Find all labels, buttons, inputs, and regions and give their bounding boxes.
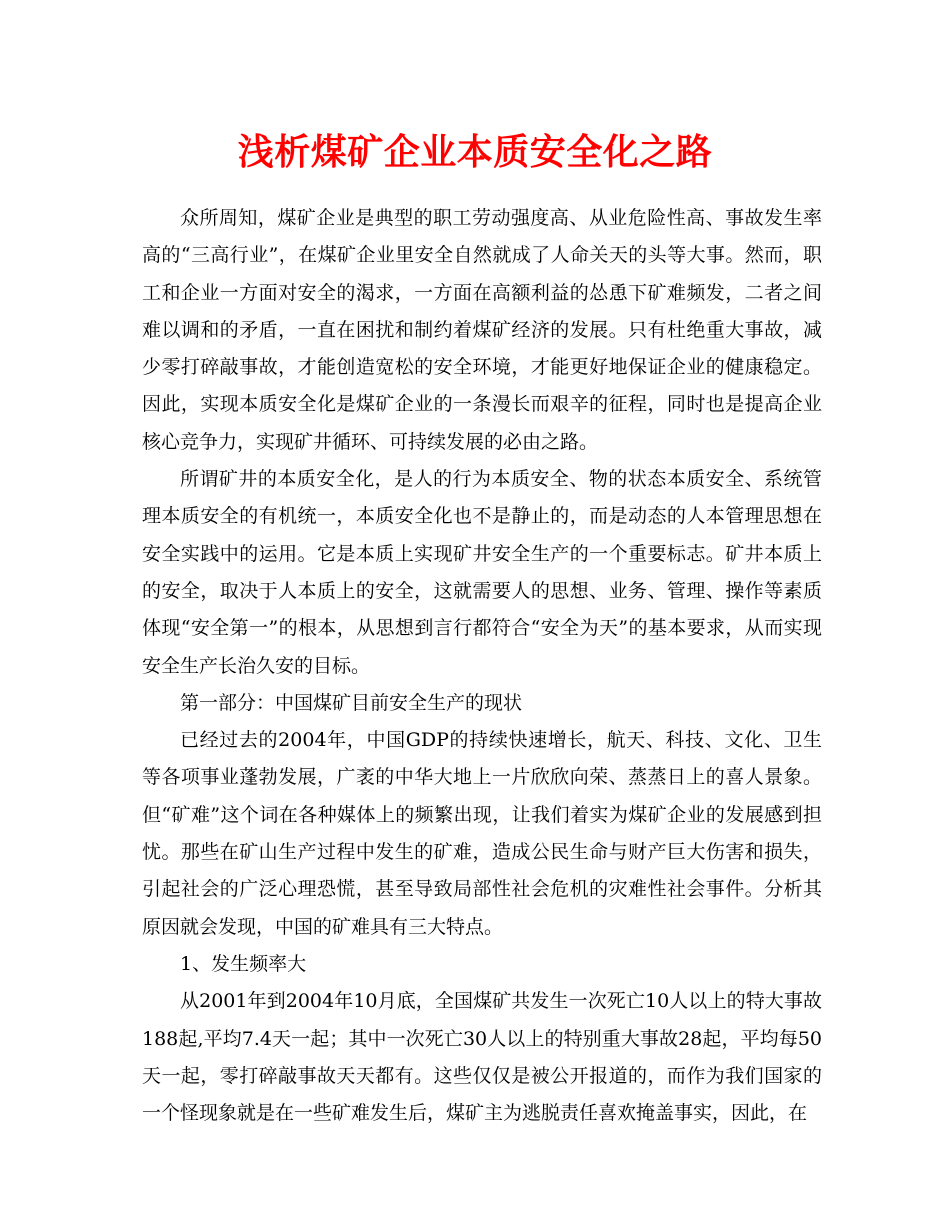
document-title: 浅析煤矿企业本质安全化之路	[237, 131, 713, 173]
section-heading: 第一部分：中国煤矿目前安全生产的现状	[180, 691, 523, 714]
paragraph-intro: 众所周知，煤矿企业是典型的职工劳动强度高、从业危险性高、事故发生率高的“三高行业”，在煤矿企业里安全自然就成了人命关天的头等大事。然而，职工和企业一方面对安全的渴求，一方面在高额利益的怂恿下矿难频发，二者之间难以调和的矛盾，一直在困扰和制约着煤矿经济的发展。只有杜绝重大事故，减少零打碎敲事故，才能创造宽松的安全环境，才能更好地保证企业的健康稳定。因此，实现本质安全化是煤矿企业的一条漫长而艰辛的征程，同时也是提高企业核心竞争力，实现矿井循环、可持续发展的必由之路。	[142, 207, 822, 453]
paragraph-status: 已经过去的2004年，中国GDP的持续快速增长，航天、科技、文化、卫生等各项事业蓬勃发展，广袤的中华大地上一片欣欣向荣、蒸蒸日上的喜人景象。但“矿难”这个词在各种媒体上的频繁出现，让我们着实为煤矿企业的发展感到担忧。那些在矿山生产过程中发生的矿难，造成公民生命与财产巨大伤害和损失，引起社会的广泛心理恐慌，甚至导致局部性社会危机的灾难性社会事件。分析其原因就会发现，中国的矿难具有三大特点。	[142, 729, 822, 938]
document-body	[142, 200, 822, 1132]
subsection-heading: 1、发生频率大	[180, 952, 307, 975]
paragraph-frequency: 从2001年到2004年10月底，全国煤矿共发生一次死亡10人以上的特大事故188起,平均7.4天一起；其中一次死亡30人以上的特别重大事故28起，平均每50天一起，零打碎敲事故天天都有。这些仅仅是被公开报道的，而作为我们国家的一个怪现象就是在一些矿难发生后，煤矿主为逃脱责任喜欢掩盖事实，因此，在	[142, 990, 822, 1125]
paragraph-definition: 所谓矿井的本质安全化，是人的行为本质安全、物的状态本质安全、系统管理本质安全的有机统一，本质安全化也不是静止的，而是动态的人本管理思想在安全实践中的运用。它是本质上实现矿井安全生产的一个重要标志。矿井本质上的安全，取决于人本质上的安全，这就需要人的思想、业务、管理、操作等素质体现“安全第一”的根本，从思想到言行都符合“安全为天”的基本要求，从而实现安全生产长治久安的目标。	[142, 468, 822, 677]
